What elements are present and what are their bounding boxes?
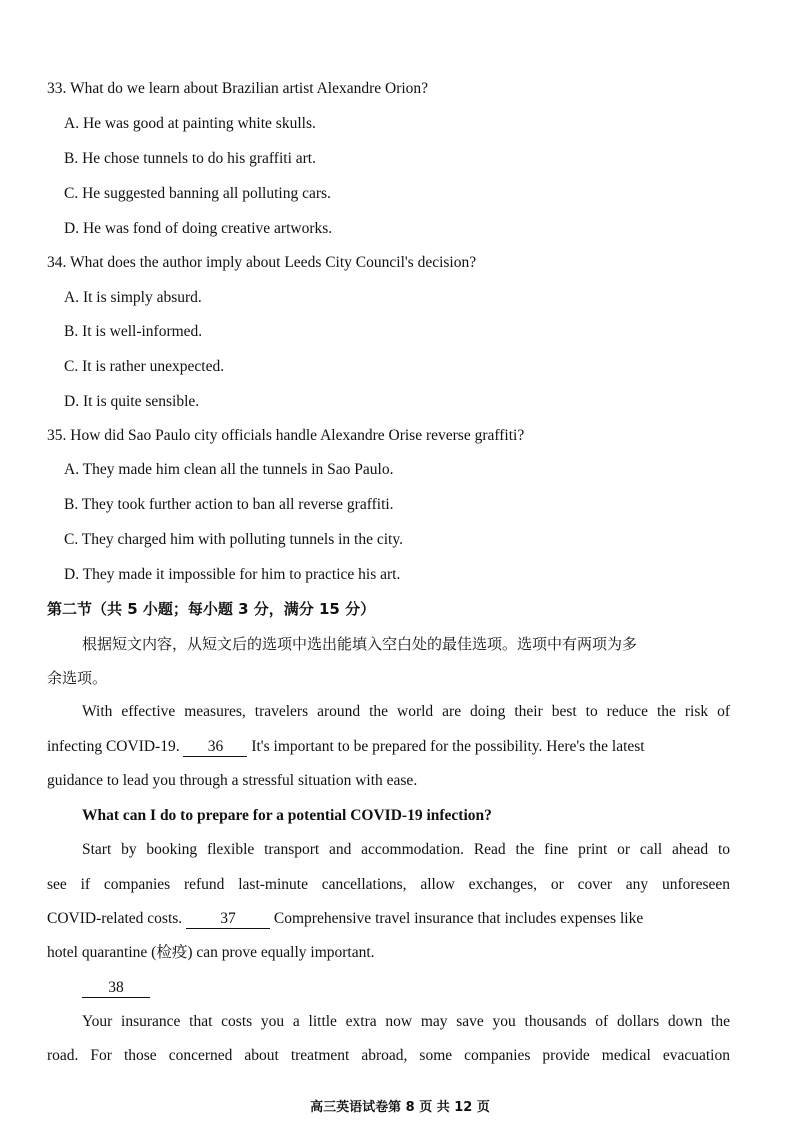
passage-p2-line4: hotel quarantine (检疫) can prove equally important. (47, 944, 375, 961)
passage-p1-line1: With effective measures, travelers around the world are doing their best to reduce the risk of (82, 703, 730, 720)
passage-blank-38-line (82, 978, 150, 998)
blank-37[interactable]: 37 (186, 910, 270, 929)
passage-p3-line2: road. For those concerned about treatment abroad, some companies provide medical evacuation (47, 1047, 730, 1064)
question-35-option-a: A. They made him clean all the tunnels in Sao Paulo. (64, 461, 394, 478)
passage-p2-line3 (47, 909, 643, 929)
question-35-option-c: C. They charged him with polluting tunnels in the city. (64, 531, 403, 548)
question-33-stem: 33. What do we learn about Brazilian artist Alexandre Orion? (47, 80, 429, 97)
question-34-stem: 34. What does the author imply about Leeds City Council's decision? (47, 254, 477, 271)
passage-p1-line2 (47, 737, 645, 757)
passage-subheading: What can I do to prepare for a potential COVID-19 infection? (82, 807, 492, 824)
question-33-option-a: A. He was good at painting white skulls. (64, 115, 316, 132)
question-34-option-a: A. It is simply absurd. (64, 289, 202, 306)
blank-36[interactable]: 36 (183, 738, 247, 757)
passage-p2-line3-end: Comprehensive travel insurance that includes expenses like (273, 910, 644, 927)
section-instruction-line2: 余选项。 (47, 669, 108, 687)
question-34-option-b: B. It is well-informed. (64, 323, 203, 340)
passage-p2-line3-start: COVID-related costs. (47, 910, 183, 927)
passage-p1-line2-start: infecting COVID-19. (47, 738, 180, 755)
passage-p2-line2: see if companies refund last-minute cancellations, allow exchanges, or cover any unforeseen (47, 876, 730, 893)
page-footer: 高三英语试卷第 8 页 共 12 页 (310, 1100, 490, 1115)
section-instruction-line1: 根据短文内容，从短文后的选项中选出能填入空白处的最佳选项。选项中有两项为多 (82, 635, 638, 653)
section-heading: 第二节（共 5 小题；每小题 3 分，满分 15 分） (47, 600, 376, 618)
question-35-option-b: B. They took further action to ban all reverse graffiti. (64, 496, 394, 513)
question-34-option-d: D. It is quite sensible. (64, 393, 200, 410)
passage-p3-line1: Your insurance that costs you a little extra now may save you thousands of dollars down the (82, 1013, 730, 1030)
question-35-option-d: D. They made it impossible for him to practice his art. (64, 566, 401, 583)
passage-p1-line2-end: It's important to be prepared for the possibility. Here's the latest (251, 738, 645, 755)
passage-p1-line3: guidance to lead you through a stressful situation with ease. (47, 772, 418, 789)
question-34-option-c: C. It is rather unexpected. (64, 358, 225, 375)
blank-38[interactable]: 38 (82, 979, 150, 998)
question-33-option-b: B. He chose tunnels to do his graffiti art. (64, 150, 316, 167)
passage-p2-line1: Start by booking flexible transport and accommodation. Read the fine print or call ahead to (82, 841, 730, 858)
question-33-option-c: C. He suggested banning all polluting cars. (64, 185, 331, 202)
question-35-stem: 35. How did Sao Paulo city officials handle Alexandre Orise reverse graffiti? (47, 427, 525, 444)
question-33-option-d: D. He was fond of doing creative artworks. (64, 220, 333, 237)
